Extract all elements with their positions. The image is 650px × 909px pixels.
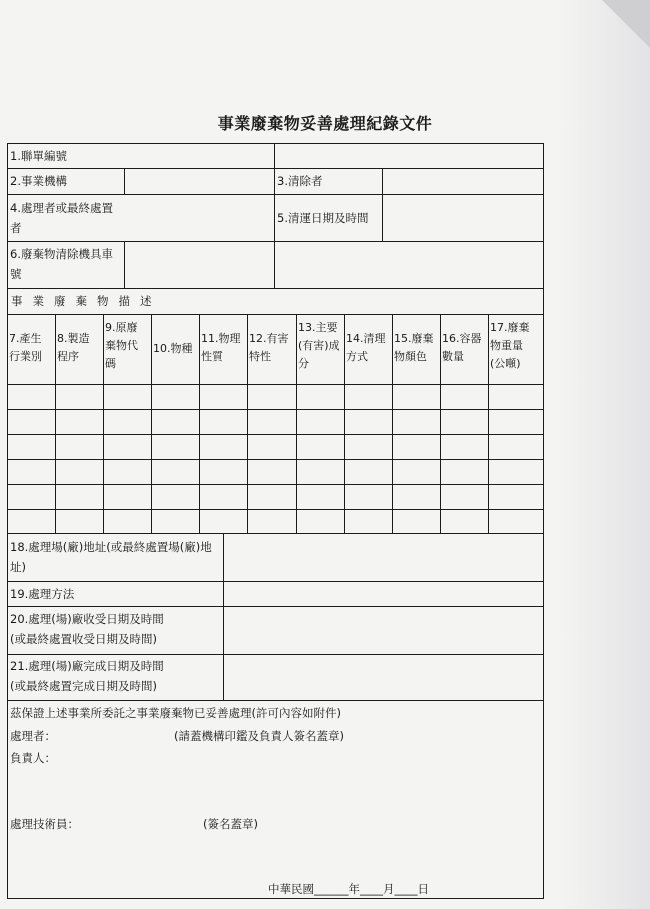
field-label-completed-datetime-line1: 21.處理(場)廠完成日期及時間 [10,659,164,673]
row-line [7,509,544,510]
col-line [55,314,56,534]
row-line [7,484,544,485]
technician-seal-note: (簽名蓋章) [203,817,258,831]
column-header-15-line2: 物顏色 [394,350,427,363]
field-label-facility-address-line2: 址) [10,560,26,574]
col-line [392,314,393,534]
row-line [7,581,544,582]
column-header-13-line1: 13.主要 [298,321,338,334]
column-header-9-line1: 9.原廢 [105,321,138,334]
field-label-cleaner: 3.清除者 [277,174,323,188]
field-label-business-entity: 2.事業機構 [10,174,67,188]
field-label-received-datetime-line1: 20.處理(場)廠收受日期及時間 [10,612,164,626]
row-line [7,314,544,315]
row-line [7,434,544,435]
column-header-12-line2: 特性 [249,350,271,363]
field-label-facility-address-line1: 18.處理場(廠)地址(或最終處置場(廠)地 [10,540,212,554]
column-header-9-line2: 棄物代 [105,339,138,352]
field-label-transport-datetime: 5.清運日期及時間 [277,211,369,225]
field-label-manifest-number: 1.聯單編號 [10,149,67,163]
table-border-left [7,143,8,899]
table-border-right [543,143,544,899]
column-header-17-line3: (公噸) [490,357,521,370]
column-header-16-line2: 數量 [442,350,464,363]
col-line [199,314,200,534]
date-line: 中華民國______年____月____日 [268,882,429,896]
column-header-17-line2: 物重量 [490,339,523,352]
row-line [7,241,544,242]
row-line [7,459,544,460]
col-line [344,314,345,534]
row-line [7,384,544,385]
processor-label: 處理者： [10,729,56,743]
column-header-8-line1: 8.製造 [57,332,90,345]
document-title: 事業廢棄物妥善處理紀錄文件 [217,114,433,133]
column-header-16-line1: 16.容器 [442,332,482,345]
col-line [223,533,224,701]
row-line [7,533,544,534]
col-line [382,168,383,242]
column-header-13-line3: 分 [298,357,309,370]
column-header-17-line1: 17.廢棄 [490,321,530,334]
certification-statement: 茲保證上述事業所委託之事業廢棄物已妥善處理(許可內容如附件) [10,706,341,720]
column-header-11-line1: 11.物理 [201,332,241,345]
col-line [440,314,441,534]
column-header-9-line3: 碼 [105,357,116,370]
field-label-received-datetime-line2: (或最終處置收受日期及時間) [10,632,157,646]
row-line [7,288,544,289]
field-label-vehicle-line1: 6.廢棄物清除機具車 [10,247,113,261]
table-border-top [7,143,544,144]
table-border-bottom [7,898,544,899]
row-line [7,654,544,655]
col-line [488,314,489,534]
row-line [7,168,544,169]
col-line [296,314,297,534]
col-line [124,241,125,289]
col-line [151,314,152,534]
technician-label: 處理技術員： [10,817,79,831]
section-title-waste-description: 事業廢棄物描述 [11,294,162,308]
col-line [124,168,125,195]
field-label-vehicle-line2: 號 [10,267,22,281]
column-header-7-line1: 7.產生 [9,332,42,345]
row-line [7,606,544,607]
column-header-13-line2: (有害)成 [298,339,340,352]
column-header-7-line2: 行業別 [9,350,42,363]
column-header-12-line1: 12.有害 [249,332,289,345]
row-line [7,409,544,410]
field-label-processor-line1: 4.處理者或最終處置 [10,201,113,215]
column-header-14-line1: 14.清理 [346,332,386,345]
column-header-14-line2: 方式 [346,350,368,363]
column-header-11-line2: 性質 [201,350,223,363]
field-label-completed-datetime-line2: (或最終處置完成日期及時間) [10,679,157,693]
field-label-processor-line2: 者 [10,221,22,235]
field-label-treatment-method: 19.處理方法 [10,587,75,601]
row-line [7,194,544,195]
col-line [247,314,248,534]
row-line [7,700,544,701]
column-header-15-line1: 15.廢棄 [394,332,434,345]
col-line [274,143,275,289]
processor-seal-note: (請蓋機構印鑑及負責人簽名蓋章) [174,729,344,743]
column-header-10-line1: 10.物種 [153,342,193,355]
column-header-8-line2: 程序 [57,350,79,363]
col-line [103,314,104,534]
owner-label: 負責人： [10,751,56,765]
